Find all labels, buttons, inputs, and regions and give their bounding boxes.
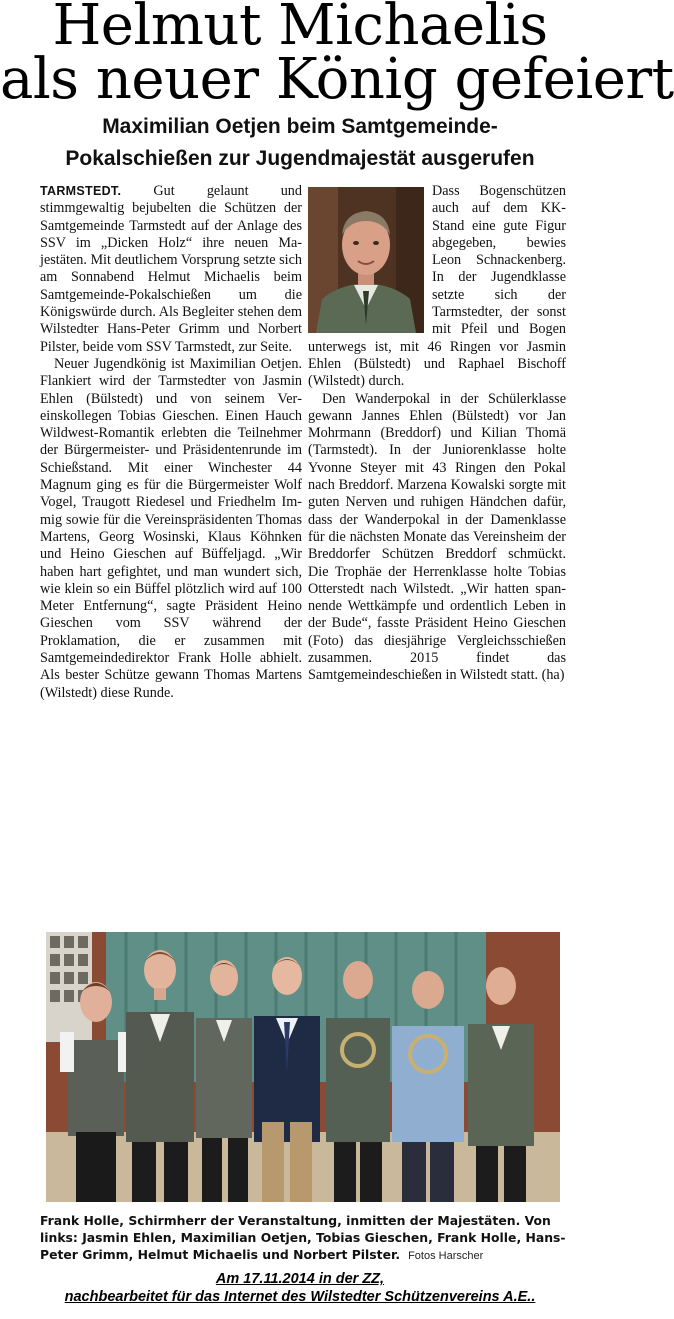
photo-caption	[40, 1212, 568, 1265]
caption-emphasis: Majestäten	[437, 1213, 516, 1228]
dateline: TARMSTEDT.	[40, 184, 122, 198]
headline-line-2: als neuer König gefeiert	[0, 47, 674, 112]
portrait-illustration	[308, 187, 424, 333]
article-paragraph-3: Dass Bogenschützen auch auf dem KK-Stand eine gute Figur abgegeben, bewies Leon Schnackenberg. In der Jugendklasse setzte sich der Tarmstedter, der sonst mit Pfeil und Bogen unterwegs ist, mit 46 Ringen vor Jasmin Ehlen (Bülstedt) und Raphael Bischoff (Wilstedt) durch.	[308, 183, 566, 390]
article-paragraph-1	[40, 183, 302, 356]
subheadline-line-2: Pokalschießen zur Jugendmajestät ausgerufen	[65, 147, 535, 170]
article-column-left	[40, 183, 302, 702]
caption-text-b: . Von links: Jasmin Ehlen, Maximilian Oetjen, Tobias Gieschen, Frank Holle, Hans-Peter Grimm, Helmut Michaelis und Norbert Pilster.	[40, 1213, 566, 1262]
group-photo-illustration	[46, 932, 560, 1202]
article-paragraph-2: Neuer Jugendkönig ist Maximilian Oetjen. Flankiert wird der Tarmstedter von Jasmin Ehlen (Bülstedt) und von seinem Vereinskollegen Tobias Gieschen. Einen Hauch Wildwest-Romantik erlebten die Teilnehmer der Bürgermeister- und Präsidentenrunde im Schießstand. Mit einer Winchester 44 Magnum ging es für die Bürgermeister Wolf Vogel, Traugott Riedesel und Friedhelm Immig sowie für die Vereinspräsidenten Thomas Martens, Georg Wosinski, Klaus Köhnken und Heino Gieschen auf Büffeljagd. „Wir haben hart gefightet, und man wundert sich, wie klein so ein Büffel plötzlich wird auf 100 Meter Entfernung“, sagte Präsident Heino Gieschen vom SSV während der Proklamation, die er zusammen mit Samtgemeindedirektor Frank Holle abhielt. Als bester Schütze gewann Thomas Martens (Wilstedt) diese Runde.	[40, 355, 302, 701]
paragraph-1-text: Gut gelaunt und stimmgewaltig bejubelten die Schützen der Samtgemeinde Tarmstedt auf der Anlage des SSV im „Dicken Holz“ ihre neuen Majestäten. Mit deutlichem Vorsprung setzte sich am Sonnabend Helmut Michaelis beim Samtgemeinde-Pokalschießen um die Königswürde durch. Als Begleiter stehen dem Wilstedter Hans-Peter Grimm und Norbert Pilster, beide vom SSV Tarmstedt, zur Seite.	[40, 183, 302, 355]
headline-line-1: Helmut Michaelis	[52, 0, 548, 58]
group-photo-majestaeten	[46, 932, 560, 1202]
footer-note-line-1: Am 17.11.2014 in der ZZ,	[215, 1271, 385, 1287]
caption-text-a: Frank Holle, Schirmherr der Veranstaltung, inmitten der	[40, 1213, 438, 1228]
subheadline-line-1: Maximilian Oetjen beim Samtgemeinde-	[102, 115, 498, 138]
article-column-right	[308, 183, 566, 685]
article-paragraph-4: Den Wanderpokal in der Schülerklasse gewann Jannes Ehlen (Bülstedt) vor Jan Mohrmann (Breddorf) und Kilian Thomä (Tarmstedt). In der Juniorenklasse holte Yvonne Steyer mit 43 Ringen den Pokal nach Breddorf. Marzena Kowalski sorgte mit guten Nerven und ruhigen Händchen dafür, dass der Wanderpokal in der Damenklasse für die nächsten Monate das Vereinsheim der Breddorfer Schützen Breddorf schmückt. Die Trophäe der Herrenklasse holte Tobias Otterstedt nach Wilstedt. „Wir hatten spannende Wettkämpfe und ordentlich Leben in der Bude“, fasste Präsident Heino Gieschen (Foto) das diesjährige Vergleichsschießen zusammen. 2015 findet das Samtgemeindeschießen in Wilstedt statt. (ha)	[308, 390, 566, 684]
portrait-photo-heino-gieschen	[308, 187, 424, 333]
photo-credit: Fotos Harscher	[408, 1250, 484, 1262]
footer-note-line-2: nachbearbeitet für das Internet des Wilstedter Schützenvereins A.E..	[64, 1289, 536, 1305]
